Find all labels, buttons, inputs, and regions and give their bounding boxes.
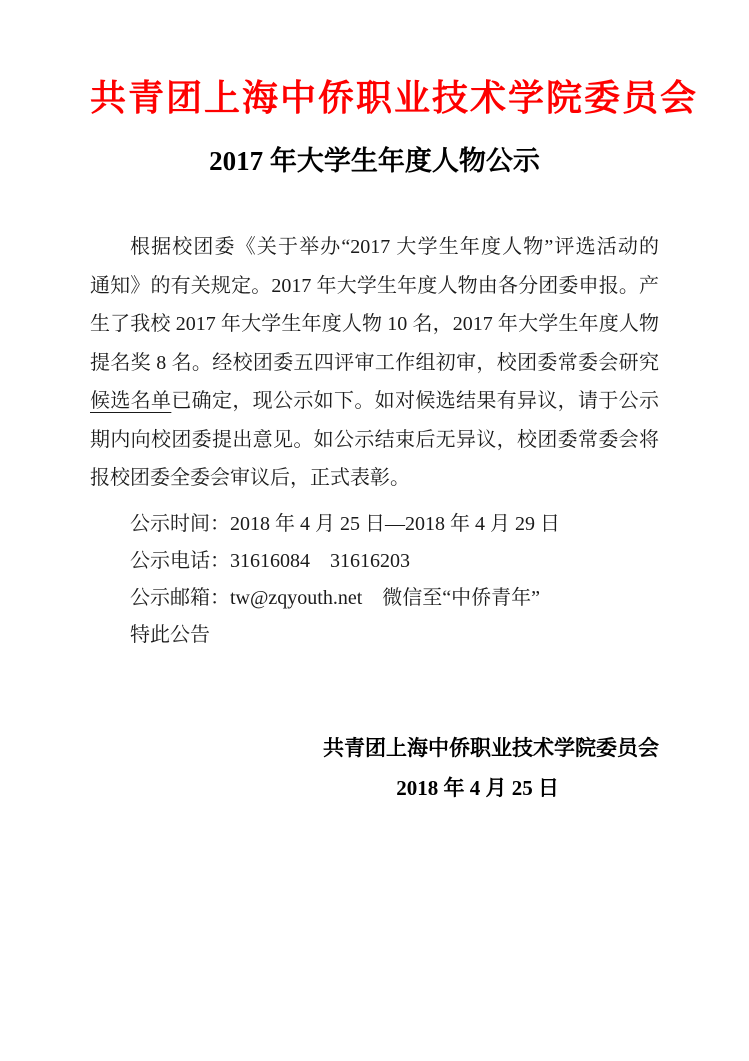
signature-organization: 共青团上海中侨职业技术学院委员会 xyxy=(323,735,659,760)
closing-statement: 特此公告 xyxy=(130,623,210,646)
paragraph-line-5-rest: 已确定，现公示如下。如对候选结果有异议，请于公示 xyxy=(171,390,660,412)
publicity-info-block xyxy=(90,506,659,654)
paragraph-line-1: 根据校团委《关于举办“2017 大学生年度人物”评选活动的 xyxy=(130,236,659,258)
underlined-candidate-list-text: 候选名单 xyxy=(90,390,172,412)
publicity-phone-line: 公示电话：31616084 31616203 xyxy=(130,549,410,572)
publicity-time-line: 公示时间：2018 年 4 月 25 日—2018 年 4 月 29 日 xyxy=(130,512,560,535)
document-title: 共青团上海中侨职业技术学院委员会 xyxy=(90,78,699,118)
paragraph-line-7: 报校团委全委会审议后，正式表彰。 xyxy=(90,467,410,489)
publicity-email-line: 公示邮箱：tw@zqyouth.net 微信至“中侨青年” xyxy=(130,586,541,609)
paragraph-line-4: 提名奖 8 名。经校团委五四评审工作组初审，校团委常委会研究 xyxy=(90,351,659,374)
paragraph-line-6: 期内向校团委提出意见。如公示结束后无异议，校团委常委会将 xyxy=(90,428,659,451)
announcement-paragraph xyxy=(90,228,659,498)
paragraph-line-2: 通知》的有关规定。2017 年大学生年度人物由各分团委申报。产 xyxy=(90,274,659,297)
paragraph-line-5 xyxy=(90,382,659,421)
document-subtitle: 2017 年大学生年度人物公示 xyxy=(209,146,540,176)
paragraph-line-3: 生了我校 2017 年大学生年度人物 10 名，2017 年大学生年度人物 xyxy=(90,313,659,335)
signature-date: 2018 年 4 月 25 日 xyxy=(396,775,559,800)
signature-block xyxy=(90,728,659,808)
